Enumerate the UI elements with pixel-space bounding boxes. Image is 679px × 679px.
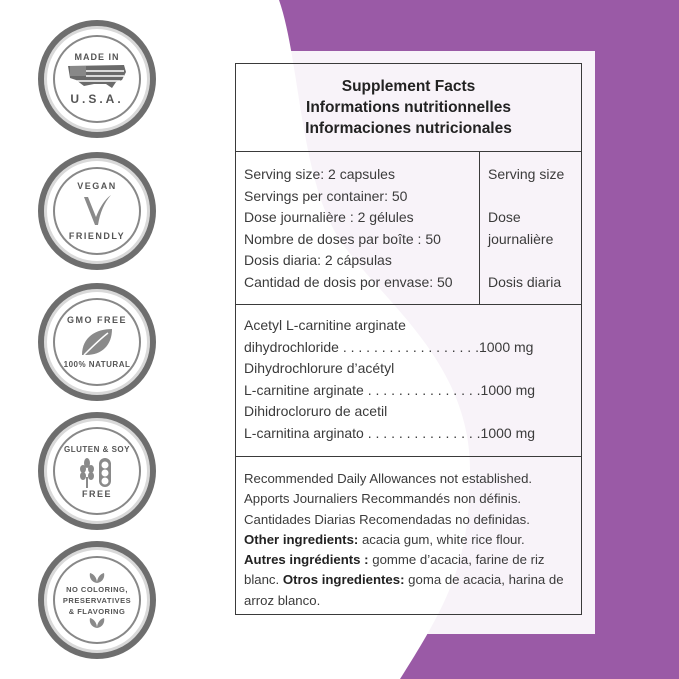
supplement-facts-table [235,63,582,615]
rda-fr: Apports Journaliers Recommandés non définis. [244,491,522,507]
badge-top-text: GLUTEN & SOY [63,444,130,454]
leaves-icon [87,572,107,584]
ingredient-line: dihydrochloride . . . . . . . . . . . . . . . . . .1000 mg [244,338,534,355]
wheat-soy-icon [77,455,117,489]
ingredient-line: Dihidrocloruro de acetil [244,403,388,420]
other-value: acacia gum, white rice flour. [358,531,525,547]
badge-bottom-text: FRIENDLY [68,231,126,241]
notes-section [236,457,581,611]
autres-ingredients [244,550,573,611]
title-es: Informaciones nutricionales [305,120,512,137]
other-ingredients [244,530,573,550]
leaves-icon [87,617,107,629]
dose-header-1: Dose [488,209,521,226]
v-leaf-icon [80,191,114,231]
serving-info [236,152,479,304]
badge-top-text: GMO FREE [66,314,127,325]
title-fr: Informations nutritionnelles [306,99,511,116]
serving-section [236,152,581,305]
dosis-header: Dosis diaria [488,273,562,290]
other-label: Other ingredients: [244,531,359,547]
ingredients-section [236,305,581,457]
autres-value: gomme d’acacia, farine de riz blanc. [244,552,545,588]
facts-title-block [236,64,581,152]
otros-value: goma de acacia, harina de arroz blanco. [244,572,564,608]
gluten-soy-free-badge [38,412,156,530]
badge-line-2: PRESERVATIVES [62,595,132,605]
vegan-friendly-badge [38,152,156,270]
serving-line: Nombre de doses par boîte : 50 [244,230,441,247]
rda-es: Cantidades Diarias Recomendadas no definidas. [244,511,530,527]
serving-line: Serving size: 2 capsules [244,166,395,182]
badge-line-3: & FLAVORING [68,606,126,616]
leaf-icon [78,325,116,359]
usa-flag-map-icon [66,62,128,90]
ingredient-line: Acetyl L-carnitine arginate [244,317,406,333]
rda-en: Recommended Daily Allowances not established. [244,471,533,486]
badge-top-text: MADE IN [74,52,120,62]
badge-bottom-text: U.S.A. [70,92,124,106]
ingredient-line: L-carnitine arginate . . . . . . . . . . . . . . .1000 mg [244,381,536,398]
serving-line: Dosis diaria: 2 cápsulas [244,252,392,269]
made-in-usa-badge [38,20,156,138]
no-coloring-badge [38,541,156,659]
serving-line: Dose journalière : 2 gélules [244,209,414,226]
badge-top-text: VEGAN [77,181,117,191]
ingredient-line: L-carnitina arginato . . . . . . . . . . . . . . .1000 mg [244,424,536,441]
serving-size-column [479,152,581,304]
otros-label: Otros ingredientes: [282,572,405,588]
badge-bottom-text: FREE [81,488,112,499]
serving-line: Servings per container: 50 [244,187,408,204]
autres-label: Autres ingrédients : [244,552,369,568]
dose-header-2: journalière [488,230,554,247]
badge-bottom-text: 100% NATURAL [63,359,131,369]
serving-line: Cantidad de dosis por envase: 50 [244,273,453,290]
serving-size-header: Serving size [488,166,565,182]
ingredient-line: Dihydrochlorure d’acétyl [244,360,395,377]
badge-line-1: NO COLORING, [66,584,128,594]
title-en: Supplement Facts [341,78,476,95]
gmo-free-badge [38,283,156,401]
